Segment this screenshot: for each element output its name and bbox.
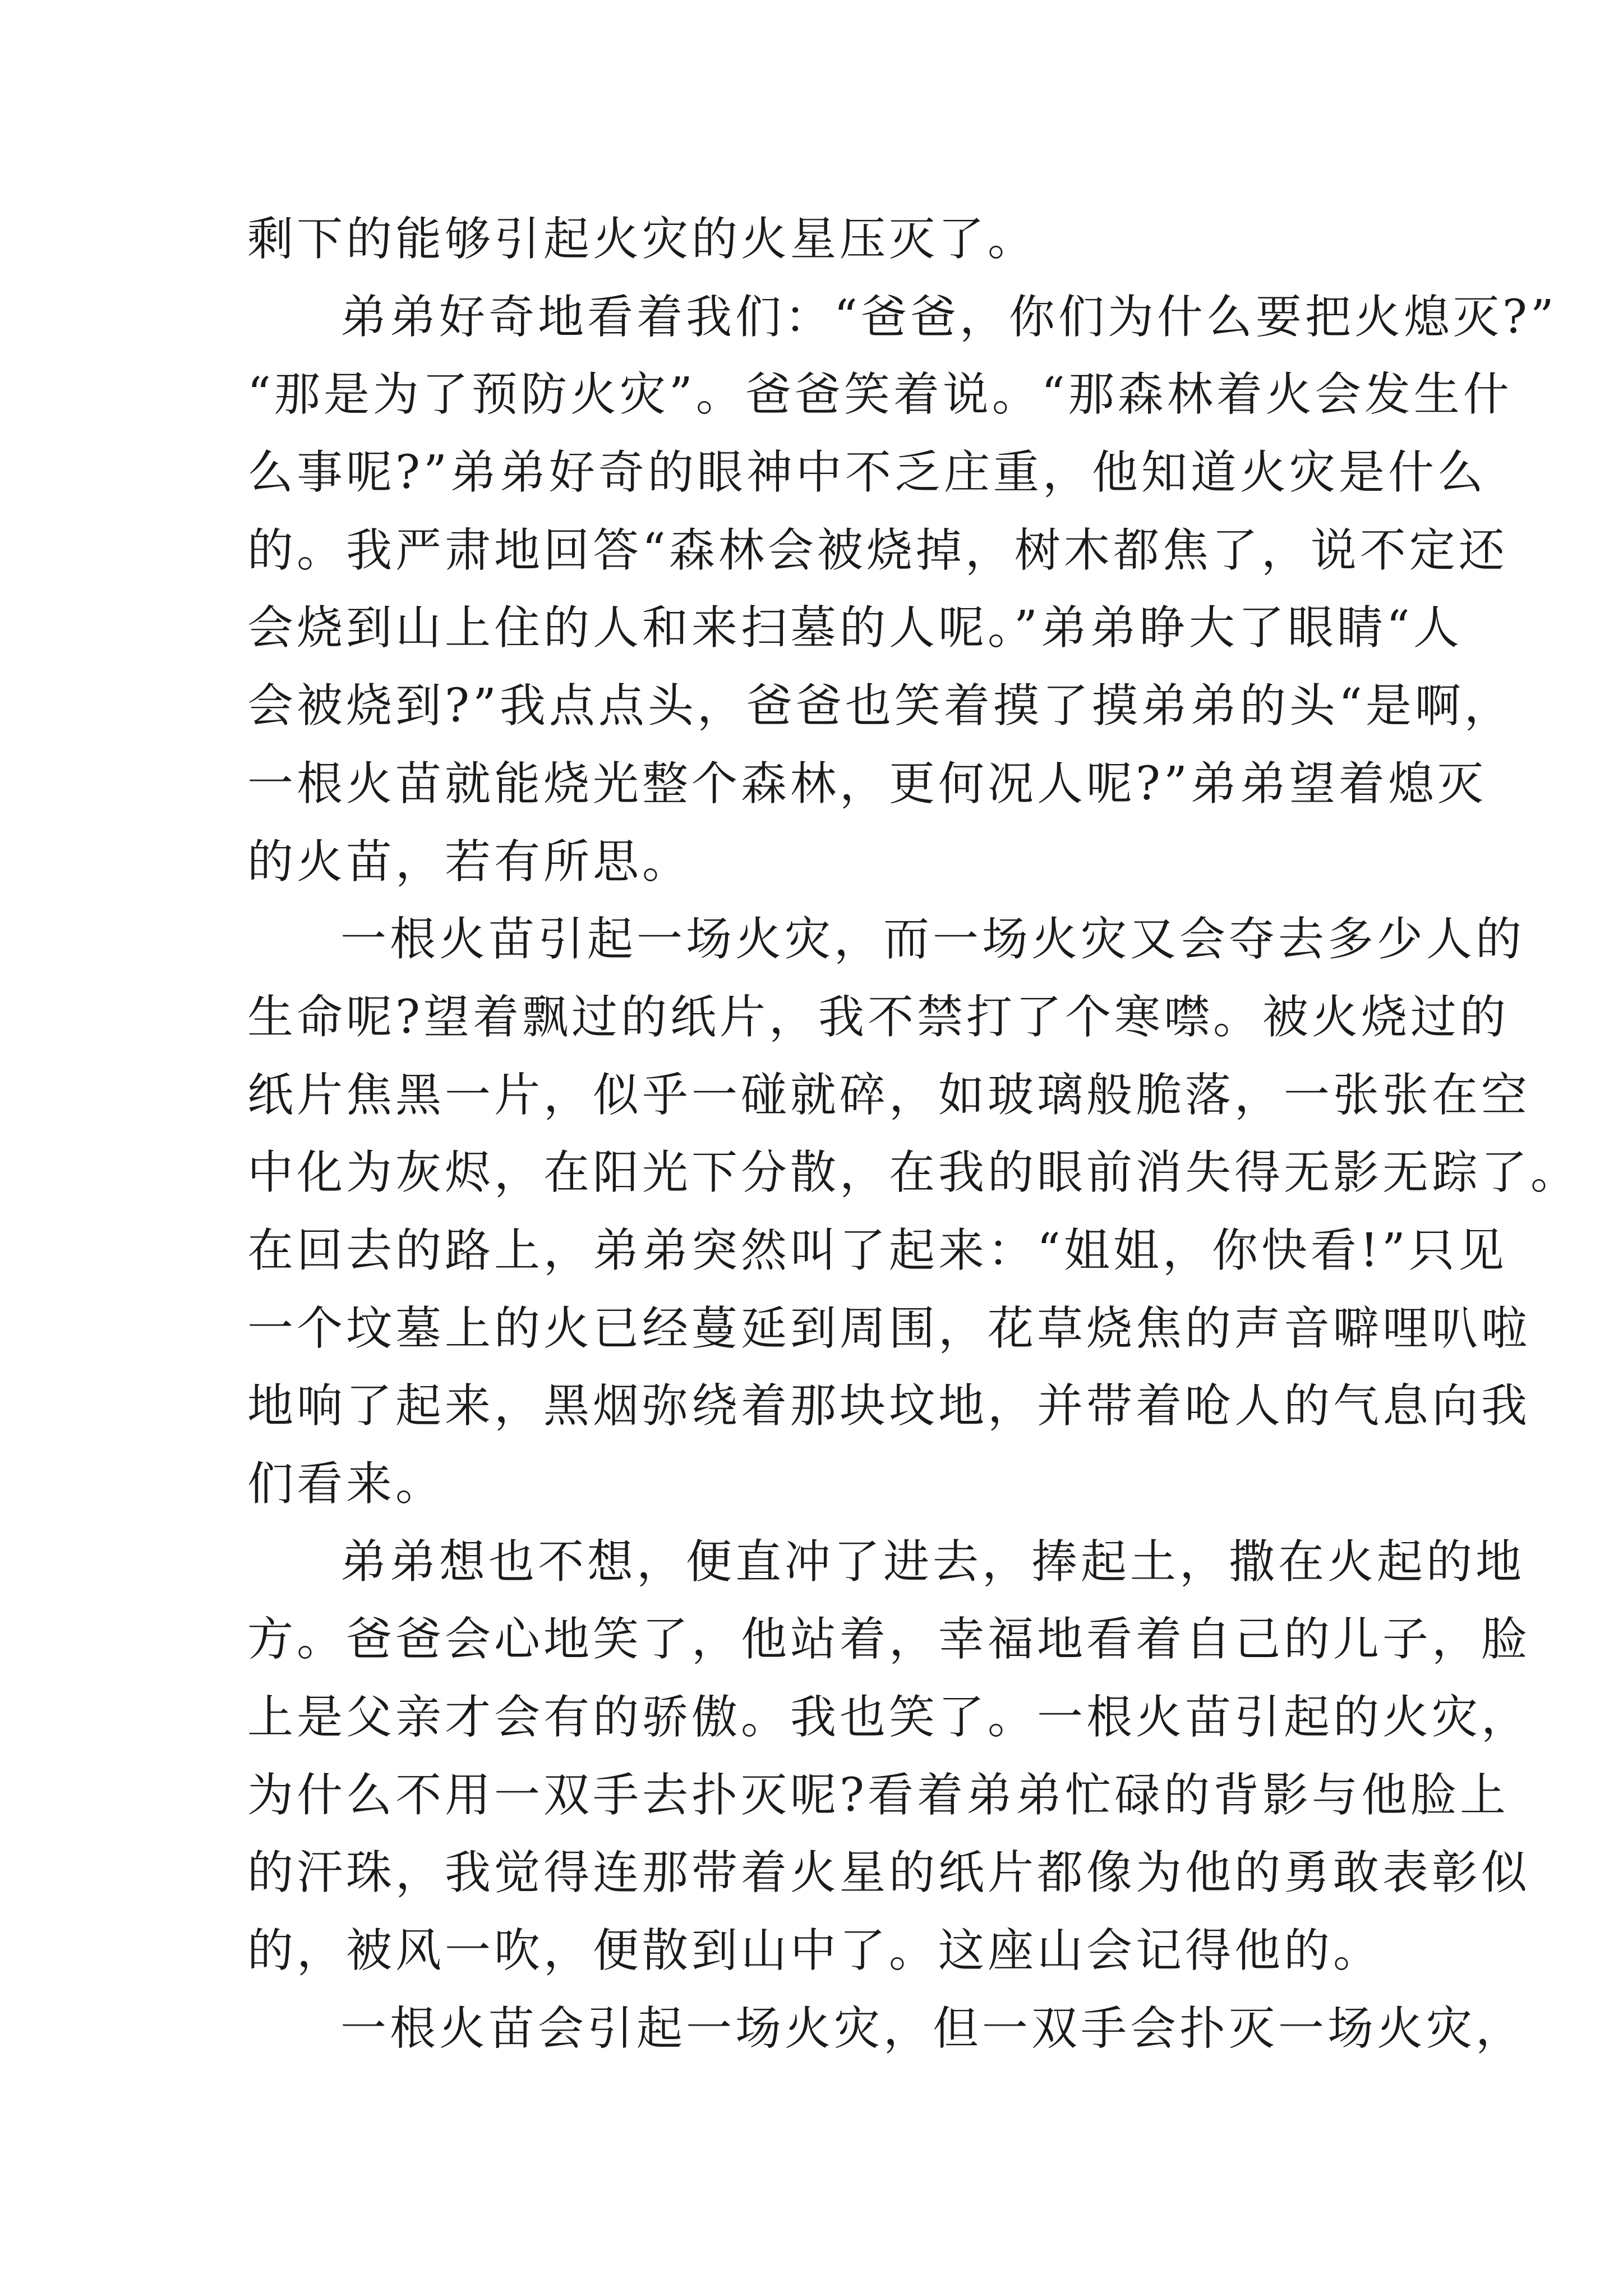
- text-line: 弟弟好奇地看着我们：“爸爸，你们为什么要把火熄灭?”: [340, 290, 1557, 344]
- body-text: [247, 201, 1580, 2068]
- text-line: 么事呢?”弟弟好奇的眼神中不乏庄重，他知道火灾是什么: [247, 446, 1487, 500]
- text-line: 上是父亲才会有的骄傲。我也笑了。一根火苗引起的火灾，: [247, 1691, 1531, 1745]
- text-line: 剩下的能够引起火灾的火星压灭了。: [247, 213, 1038, 266]
- text-line: 的，被风一吹，便散到山中了。这座山会记得他的。: [247, 1924, 1383, 1978]
- text-line: 一个坟墓上的火已经蔓延到周围，花草烧焦的声音噼哩叭啦: [247, 1301, 1531, 1355]
- text-line: 的火苗，若有所思。: [247, 835, 692, 889]
- text-line: 中化为灰烬，在阳光下分散，在我的眼前消失得无影无踪了。: [247, 1146, 1580, 1200]
- text-line: 弟弟想也不想，便直冲了进去，捧起土，撒在火起的地: [340, 1535, 1525, 1589]
- text-line: 们看来。: [247, 1457, 445, 1511]
- text-line: 会被烧到?”我点点头，爸爸也笑着摸了摸弟弟的头“是啊，: [247, 679, 1514, 733]
- text-line: 为什么不用一双手去扑灭呢?看着弟弟忙碌的背影与他脸上: [247, 1768, 1509, 1822]
- text-line: 生命呢?望着飘过的纸片，我不禁打了个寒噤。被火烧过的: [247, 990, 1509, 1044]
- text-line: 地响了起来，黑烟弥绕着那块坟地，并带着呛人的气息向我: [247, 1379, 1531, 1433]
- text-line: 方。爸爸会心地笑了，他站着，幸福地看着自己的儿子，脸: [247, 1613, 1531, 1667]
- text-line: 的。我严肃地回答“森林会被烧掉，树木都焦了，说不定还: [247, 523, 1508, 577]
- text-line: 在回去的路上，弟弟突然叫了起来：“姐姐，你快看!”只见: [247, 1223, 1507, 1277]
- text-line: “那是为了预防火灾”。爸爸笑着说。“那森林着火会发生什: [247, 368, 1513, 422]
- text-line: 纸片焦黑一片，似乎一碰就碎，如玻璃般脆落，一张张在空: [247, 1068, 1531, 1122]
- text-line: 的汗珠，我觉得连那带着火星的纸片都像为他的勇敢表彰似: [247, 1846, 1531, 1900]
- text-line: 一根火苗会引起一场火灾，但一双手会扑灭一场火灾，: [340, 2001, 1525, 2055]
- text-line: 会烧到山上住的人和来扫墓的人呢。”弟弟睁大了眼睛“人: [247, 601, 1463, 655]
- text-line: 一根火苗就能烧光整个森林，更何况人呢?”弟弟望着熄灭: [247, 757, 1487, 811]
- text-line: 一根火苗引起一场火灾，而一场火灾又会夺去多少人的: [340, 913, 1525, 967]
